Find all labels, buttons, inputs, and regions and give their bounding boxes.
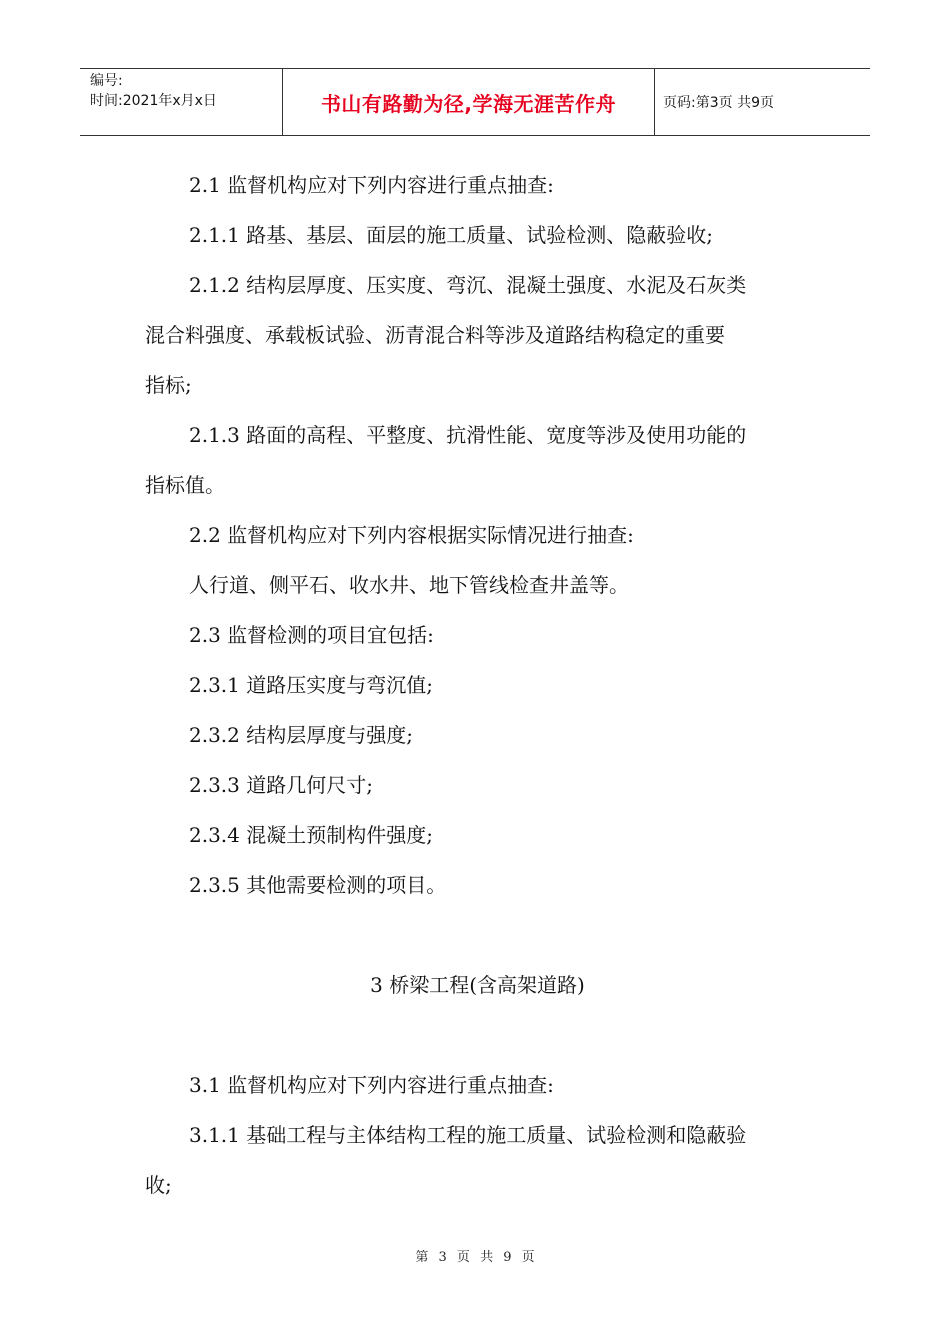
body-paragraph: 指标值。 bbox=[145, 473, 225, 497]
body-paragraph: 3.1 监督机构应对下列内容进行重点抽查: bbox=[189, 1073, 554, 1097]
document-header bbox=[80, 68, 870, 136]
footer-part: 共 bbox=[480, 1250, 494, 1265]
body-paragraph: 2.1.1 路基、基层、面层的施工质量、试验检测、隐蔽验收; bbox=[189, 223, 713, 247]
document-number-label: 编号: bbox=[90, 73, 123, 89]
footer-part: 页 bbox=[521, 1250, 535, 1265]
body-paragraph: 2.3.3 道路几何尺寸; bbox=[189, 773, 373, 797]
document-body bbox=[145, 160, 810, 1210]
footer-part: 第 bbox=[415, 1250, 429, 1265]
body-paragraph: 2.3.1 道路压实度与弯沉值; bbox=[189, 673, 433, 697]
page-footer bbox=[0, 1246, 950, 1265]
header-meta-cell bbox=[80, 69, 282, 135]
body-paragraph: 2.2 监督机构应对下列内容根据实际情况进行抽查: bbox=[189, 523, 634, 547]
footer-total-pages: 9 bbox=[503, 1250, 512, 1265]
body-paragraph: 收; bbox=[145, 1173, 172, 1197]
header-slogan: 书山有路勤为径,学海无涯苦作舟 bbox=[320, 91, 617, 116]
body-paragraph: 2.1.3 路面的高程、平整度、抗滑性能、宽度等涉及使用功能的 bbox=[189, 423, 747, 447]
header-slogan-cell bbox=[282, 69, 655, 135]
spacer bbox=[145, 1010, 810, 1060]
spacer bbox=[145, 910, 810, 960]
body-paragraph: 2.3.2 结构层厚度与强度; bbox=[189, 723, 413, 747]
body-paragraph: 混合料强度、承载板试验、沥青混合料等涉及道路结构稳定的重要 bbox=[145, 323, 725, 347]
body-paragraph: 3.1.1 基础工程与主体结构工程的施工质量、试验检测和隐蔽验 bbox=[189, 1123, 747, 1147]
document-time-label: 时间:2021年x月x日 bbox=[90, 93, 217, 109]
body-paragraph: 2.3.4 混凝土预制构件强度; bbox=[189, 823, 433, 847]
body-paragraph: 2.1 监督机构应对下列内容进行重点抽查: bbox=[189, 173, 554, 197]
header-page-cell bbox=[655, 69, 870, 135]
body-paragraph: 2.1.2 结构层厚度、压实度、弯沉、混凝土强度、水泥及石灰类 bbox=[189, 273, 747, 297]
header-page-info: 页码:第3页 共9页 bbox=[663, 95, 774, 111]
body-paragraph: 2.3 监督检测的项目宜包括: bbox=[189, 623, 434, 647]
body-paragraph: 2.3.5 其他需要检测的项目。 bbox=[189, 873, 447, 897]
body-paragraph: 指标; bbox=[145, 373, 192, 397]
body-paragraph: 人行道、侧平石、收水井、地下管线检查井盖等。 bbox=[189, 573, 629, 597]
section-heading: 3 桥梁工程(含高架道路) bbox=[370, 973, 585, 997]
footer-current-page: 3 bbox=[438, 1250, 447, 1265]
footer-part: 页 bbox=[456, 1250, 470, 1265]
